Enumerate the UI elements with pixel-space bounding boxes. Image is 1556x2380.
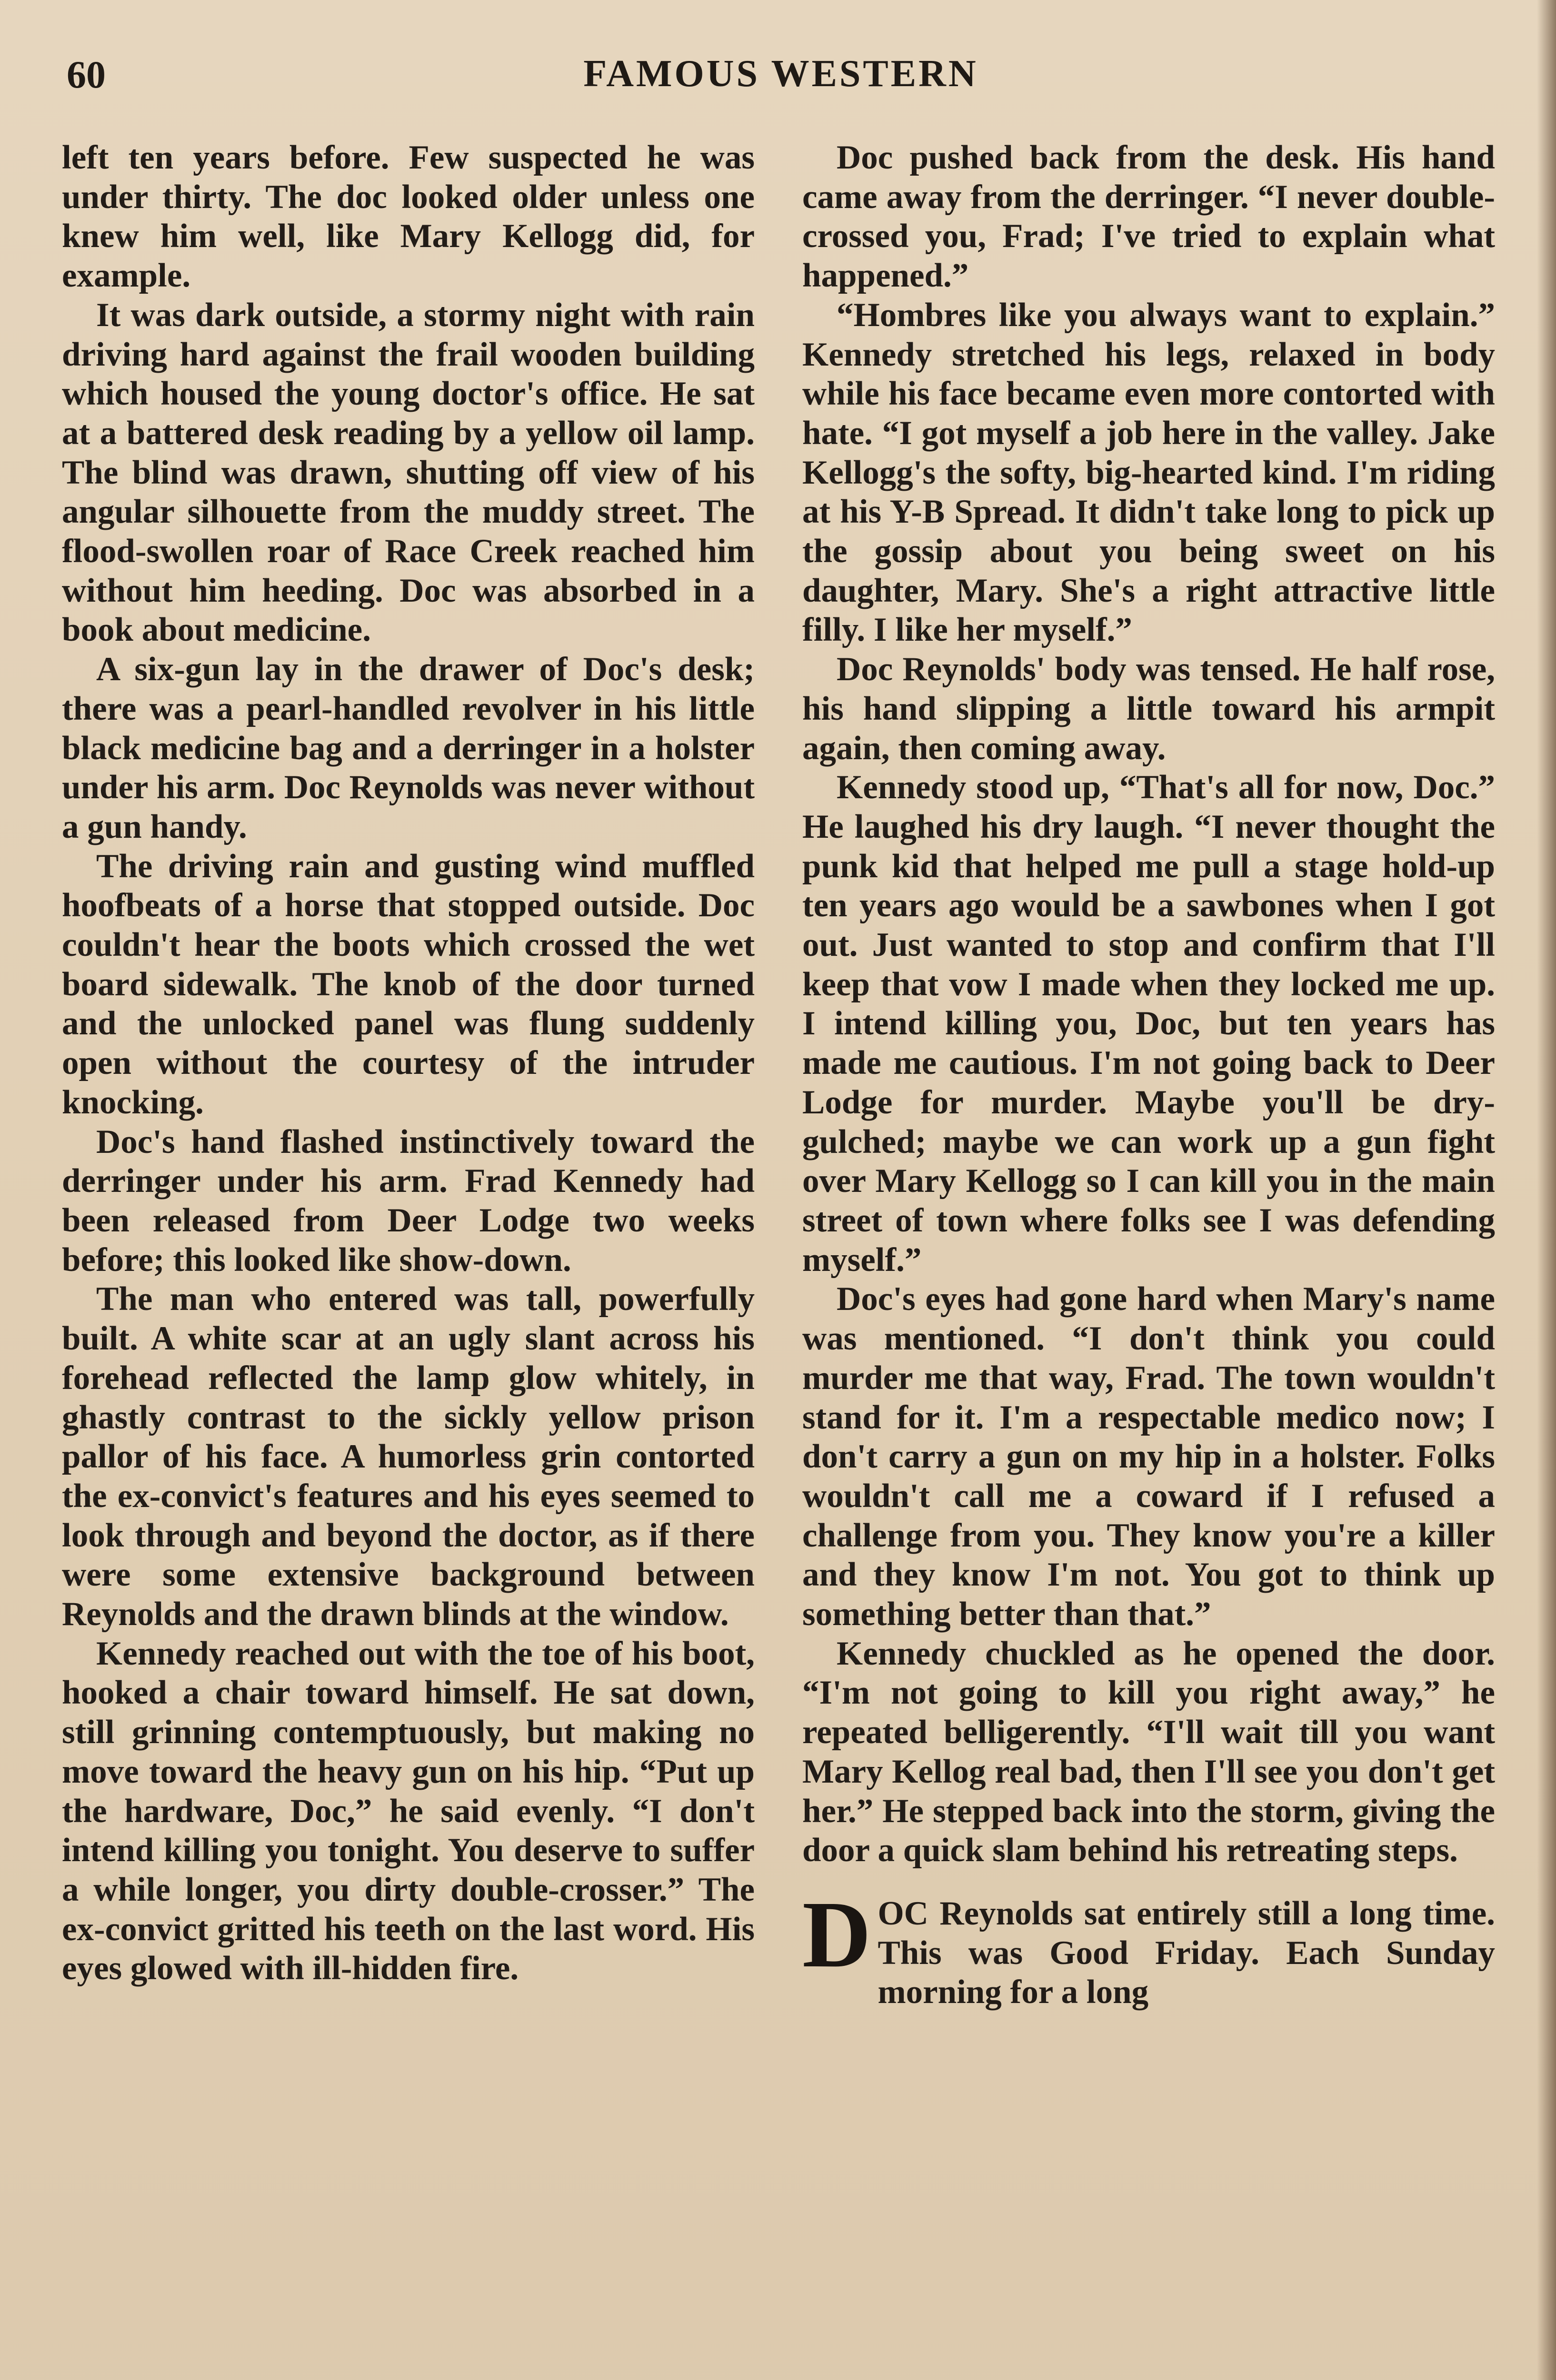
paragraph: The man who entered was tall, powerfully built. A white scar at an ugly slant across his forehead reflected the lamp glow whitely, in ghastly contrast to the sickly yellow prison pallor of his face. A humorless grin contorted the ex-convict's features and his eyes seemed to look through and beyond the doctor, as if there were some extensive background between Reynolds and the drawn blinds at the window. (62, 1280, 755, 1633)
dropcap-paragraph (802, 1882, 1495, 2012)
paragraph: It was dark outside, a stormy night with rain driving hard against the frail wooden building which housed the young doctor's office. He sat at a battered desk reading by a yellow oil lamp. The blind was drawn, shutting off view of his angular silhouette from the muddy street. The flood-swollen roar of Race Creek reached him without him heeding. Doc was absorbed in a book about medicine. (62, 296, 755, 649)
page-number: 60 (67, 53, 106, 96)
running-title: FAMOUS WESTERN (583, 53, 978, 95)
dropcap-paragraph-text: OC Reynolds sat entirely still a long time. This was Good Friday. Each Sunday morning for a long (878, 1894, 1495, 2011)
paragraph: Kennedy reached out with the toe of his boot, hooked a chair toward himself. He sat down, still grinning contemptuously, but making no move toward the heavy gun on his hip. “Put up the hardware, Doc,” he said evenly. “I don't intend killing you tonight. You deserve to suffer a while longer, you dirty double-crosser.” The ex-convict gritted his teeth on the last word. His eyes glowed with ill-hidden fire. (62, 1635, 755, 1987)
paragraph: Kennedy stood up, “That's all for now, Doc.” He laughed his dry laugh. “I never thought the punk kid that helped me pull a stage hold-up ten years ago would be a sawbones when I got out. Just wanted to stop and confirm that I'll keep that vow I made when they locked me up. I intend killing you, Doc, but ten years has made me cautious. I'm not going back to Deer Lodge for murder. Maybe you'll be dry-gulched; maybe we can work up a gun fight over Mary Kellogg so I can kill you in the main street of town where folks see I was defending myself.” (802, 769, 1495, 1279)
paragraph: Doc Reynolds' body was tensed. He half rose, his hand slipping a little toward his armpit again, then coming away. (802, 651, 1495, 767)
page-edge-shadow (1537, 0, 1556, 2380)
paragraph: Doc pushed back from the desk. His hand came away from the derringer. “I never double-crossed you, Frad; I've tried to explain what happened.” (802, 139, 1495, 295)
paragraph: left ten years before. Few suspected he was under thirty. The doc looked older unless one knew him well, like Mary Kellogg did, for example. (62, 139, 755, 295)
paragraph: Doc's eyes had gone hard when Mary's name was mentioned. “I don't think you could murder me that way, Frad. The town wouldn't stand for it. I'm a respectable medico now; I don't carry a gun on my hip in a holster. Folks wouldn't call me a coward if I refused a challenge from you. They know you're a killer and they know I'm not. You got to think up something better than that.” (802, 1280, 1495, 1633)
left-column (62, 138, 755, 1988)
paragraph: Doc's hand flashed instinctively toward the derringer under his arm. Frad Kennedy had been released from Deer Lodge two weeks before; this looked like show-down. (62, 1123, 755, 1279)
page-header (67, 52, 1495, 105)
paragraph: A six-gun lay in the drawer of Doc's desk; there was a pearl-handled revolver in his little black medicine bag and a derringer in a holster under his arm. Doc Reynolds was never without a gun handy. (62, 651, 755, 845)
paragraph: Kennedy chuckled as he opened the door. “I'm not going to kill you right away,” he repeated belligerently. “I'll wait till you want Mary Kellog real bad, then I'll see you don't get her.” He stepped back into the storm, giving the door a quick slam behind his retreating steps. (802, 1635, 1495, 1869)
paragraph: The driving rain and gusting wind muffled hoofbeats of a horse that stopped outside. Doc couldn't hear the boots which crossed the wet board sidewalk. The knob of the door turned and the unlocked panel was flung suddenly open without the courtesy of the intruder knocking. (62, 847, 755, 1121)
paragraph: “Hombres like you always want to explain.” Kennedy stretched his legs, relaxed in body while his face became even more contorted with hate. “I got myself a job here in the valley. Jake Kellogg's the softy, big-hearted kind. I'm riding at his Y-B Spread. It didn't take long to pick up the gossip about you being sweet on his daughter, Mary. She's a right attractive little filly. I like her myself.” (802, 296, 1495, 649)
right-column (802, 138, 1495, 2012)
drop-cap-letter: D (802, 1882, 871, 1987)
